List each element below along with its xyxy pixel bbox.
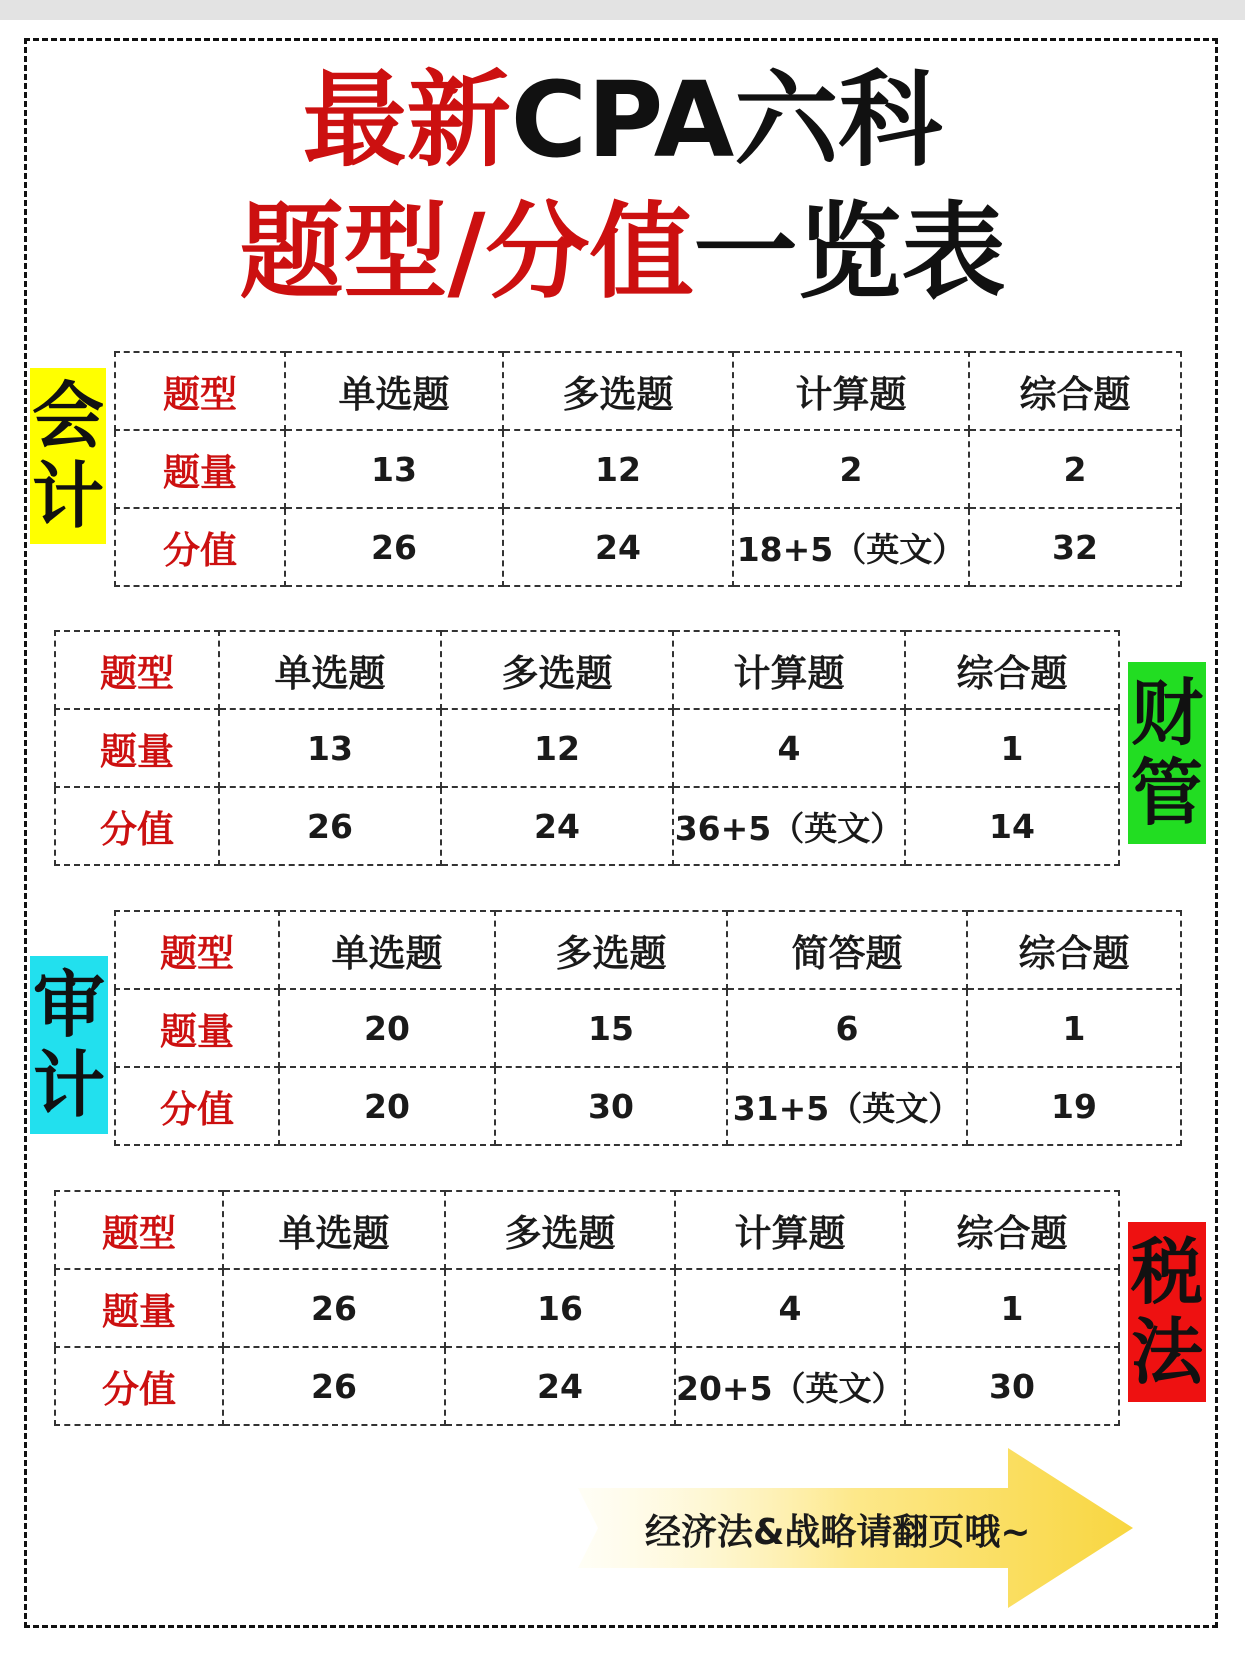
table-shuifa <box>54 1190 1120 1426</box>
subject-char: 计 <box>32 1043 105 1127</box>
column-header: 多选题 <box>495 911 727 989</box>
count-cell: 15 <box>495 989 727 1067</box>
subtitle-black-part: 一览表 <box>693 191 1006 313</box>
subtitle-red-part: 题型/分值 <box>239 191 694 313</box>
row-label: 题型 <box>55 1191 223 1269</box>
count-cell: 4 <box>673 709 905 787</box>
table-row <box>55 787 1119 865</box>
score-cell: 24 <box>441 787 673 865</box>
column-header: 多选题 <box>445 1191 675 1269</box>
row-label: 分值 <box>55 1347 223 1425</box>
count-cell: 6 <box>727 989 967 1067</box>
table-row <box>55 1191 1119 1269</box>
column-header: 计算题 <box>673 631 905 709</box>
row-label: 题型 <box>55 631 219 709</box>
count-cell: 12 <box>441 709 673 787</box>
table-row <box>115 352 1181 430</box>
row-label: 题量 <box>115 989 279 1067</box>
count-cell: 2 <box>969 430 1181 508</box>
subject-tag-shenji <box>30 956 108 1134</box>
page-title-line2 <box>0 190 1245 315</box>
column-header: 计算题 <box>675 1191 905 1269</box>
count-cell: 20 <box>279 989 495 1067</box>
subject-char: 财 <box>1130 671 1203 755</box>
score-cell: 26 <box>285 508 503 586</box>
arrow-caption: 经济法&战略请翻页哦~ <box>645 1512 1031 1553</box>
row-label: 题量 <box>55 1269 223 1347</box>
table-row <box>55 709 1119 787</box>
table-row <box>55 631 1119 709</box>
score-cell: 26 <box>223 1347 445 1425</box>
score-cell: 19 <box>967 1067 1181 1145</box>
column-header: 综合题 <box>969 352 1181 430</box>
score-cell: 20+5（英文） <box>675 1347 905 1425</box>
column-header: 综合题 <box>967 911 1181 989</box>
count-cell: 1 <box>967 989 1181 1067</box>
column-header: 多选题 <box>441 631 673 709</box>
column-header: 多选题 <box>503 352 733 430</box>
score-cell: 26 <box>219 787 441 865</box>
table-shenji <box>114 910 1182 1146</box>
count-cell: 26 <box>223 1269 445 1347</box>
count-cell: 2 <box>733 430 969 508</box>
row-label: 题型 <box>115 352 285 430</box>
subject-char: 会 <box>31 374 104 458</box>
column-header: 单选题 <box>223 1191 445 1269</box>
table-row <box>115 911 1181 989</box>
column-header: 单选题 <box>279 911 495 989</box>
score-cell: 36+5（英文） <box>673 787 905 865</box>
table-row <box>115 1067 1181 1145</box>
count-cell: 4 <box>675 1269 905 1347</box>
table-row <box>55 1347 1119 1425</box>
subject-tag-caiguan <box>1128 662 1206 844</box>
score-cell: 20 <box>279 1067 495 1145</box>
table-kuaiji <box>114 351 1182 587</box>
subject-tag-shuifa <box>1128 1222 1206 1402</box>
row-label: 分值 <box>115 508 285 586</box>
subject-char: 管 <box>1130 751 1203 835</box>
row-label: 题量 <box>115 430 285 508</box>
score-cell: 18+5（英文） <box>733 508 969 586</box>
table-row <box>115 430 1181 508</box>
row-label: 题型 <box>115 911 279 989</box>
table-caiguan <box>54 630 1120 866</box>
column-header: 单选题 <box>285 352 503 430</box>
score-cell: 14 <box>905 787 1119 865</box>
column-header: 综合题 <box>905 631 1119 709</box>
row-label: 分值 <box>115 1067 279 1145</box>
table-row <box>115 508 1181 586</box>
title-red-part: 最新 <box>302 59 511 181</box>
count-cell: 1 <box>905 709 1119 787</box>
title-black-part: CPA六科 <box>510 59 943 181</box>
page-title-line1 <box>0 58 1245 183</box>
column-header: 单选题 <box>219 631 441 709</box>
score-cell: 24 <box>503 508 733 586</box>
count-cell: 13 <box>285 430 503 508</box>
subject-char: 审 <box>32 963 105 1047</box>
column-header: 综合题 <box>905 1191 1119 1269</box>
top-strip <box>0 0 1245 20</box>
count-cell: 12 <box>503 430 733 508</box>
subject-char: 法 <box>1130 1310 1203 1394</box>
row-label: 题量 <box>55 709 219 787</box>
count-cell: 1 <box>905 1269 1119 1347</box>
count-cell: 13 <box>219 709 441 787</box>
score-cell: 24 <box>445 1347 675 1425</box>
count-cell: 16 <box>445 1269 675 1347</box>
score-cell: 30 <box>905 1347 1119 1425</box>
subject-char: 税 <box>1130 1230 1203 1314</box>
score-cell: 30 <box>495 1067 727 1145</box>
row-label: 分值 <box>55 787 219 865</box>
subject-tag-kuaiji <box>30 368 106 544</box>
score-cell: 32 <box>969 508 1181 586</box>
column-header: 计算题 <box>733 352 969 430</box>
score-cell: 31+5（英文） <box>727 1067 967 1145</box>
table-row <box>55 1269 1119 1347</box>
column-header: 简答题 <box>727 911 967 989</box>
subject-char: 计 <box>31 454 104 538</box>
table-row <box>115 989 1181 1067</box>
